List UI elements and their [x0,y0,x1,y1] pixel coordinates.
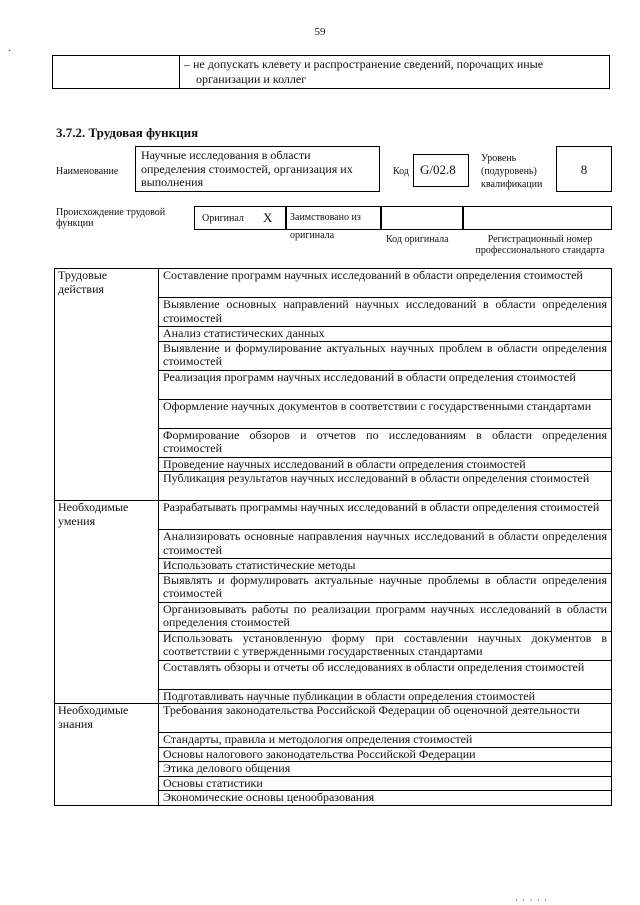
scan-mark-bottom: · · · · · [515,895,548,905]
borrowed-cell [286,206,381,241]
code-value: G/02.8 [413,154,469,187]
table-cell: Основы налогового законодательства Российской Федерации [159,747,612,762]
function-table [54,268,612,806]
table-cell: Выявление и формулирование актуальных научных проблем в области определения стоимостей [159,341,612,370]
table-cell: Стандарты, правила и методология определения стоимостей [159,733,612,748]
table-cell: Подготавливать научные публикации в области определения стоимостей [159,689,612,704]
section-title-skills: Необходимые умения [55,501,159,704]
table-cell: Использовать установленную форму при составлении научных документов в соответствии с утвержденными государственных стандартами [159,631,612,660]
table-cell: Использовать статистические методы [159,559,612,574]
page-number: 59 [314,26,326,38]
table-cell: Требования законодательства Российской Федерации об оценочной деятельности [159,704,612,733]
continuation-line-1: – не допускать клевету и распространение сведений, порочащих иные [184,57,544,71]
table-cell: Формирование обзоров и отчетов по исследованиям в области определения стоимостей [159,428,612,457]
table-cell: Реализация программ научных исследований в области определения стоимостей [159,370,612,399]
original-label: Оригинал [202,213,244,224]
continuation-table [52,55,610,89]
code-original-label: Код оригинала [386,234,449,245]
origin-label: Происхождение трудовой функции [56,207,166,229]
name-label: Наименование [56,166,119,177]
section-title-actions: Трудовые действия [55,269,159,501]
borrowed-label: Заимствовано из оригинала [290,212,361,241]
code-original-cell [381,206,463,230]
name-value: Научные исследования в области определения стоимостей, организация их выполнения [135,146,380,192]
table-cell: Выявлять и формулировать актуальные научные проблемы в области определения стоимостей [159,573,612,602]
table-cell: Анализировать основные направления научных исследований в области определения стоимостей [159,530,612,559]
level-label: Уровень (подуровень) квалификации [481,153,543,190]
table-row [55,704,612,733]
table-cell: Экономические основы ценообразования [159,791,612,806]
table-cell: Этика делового общения [159,762,612,777]
table-cell: Публикация результатов научных исследований в области определения стоимостей [159,472,612,501]
continuation-line-2: организации и коллег [196,72,307,86]
level-value: 8 [556,146,612,192]
table-cell: Оформление научных документов в соответствии с государственными стандартами [159,399,612,428]
table-cell: Проведение научных исследований в области определения стоимостей [159,457,612,472]
table-row [55,501,612,530]
original-mark: X [263,210,273,225]
table-cell: Выявление основных направлений научных исследований в области определения стоимостей [159,298,612,327]
table-cell: Анализ статистических данных [159,327,612,342]
table-cell: Основы статистики [159,776,612,791]
code-label: Код [393,166,409,177]
reg-number-cell [463,206,612,230]
section-title-knowledge: Необходимые знания [55,704,159,806]
table-row [55,269,612,298]
scan-mark: · [8,46,12,57]
continuation-cell [180,56,610,89]
table-cell: Составлять обзоры и отчеты об исследованиях в области определения стоимостей [159,660,612,689]
table-cell: Составление программ научных исследований в области определения стоимостей [159,269,612,298]
table-cell: Разрабатывать программы научных исследований в области определения стоимостей [159,501,612,530]
reg-number-label: Регистрационный номер профессионального стандарта [475,234,605,256]
section-title: 3.7.2. Трудовая функция [56,125,199,140]
table-cell: Организовывать работы по реализации программ научных исследований в области определения стоимостей [159,602,612,631]
original-cell [194,206,286,230]
continuation-empty-cell [53,56,180,89]
